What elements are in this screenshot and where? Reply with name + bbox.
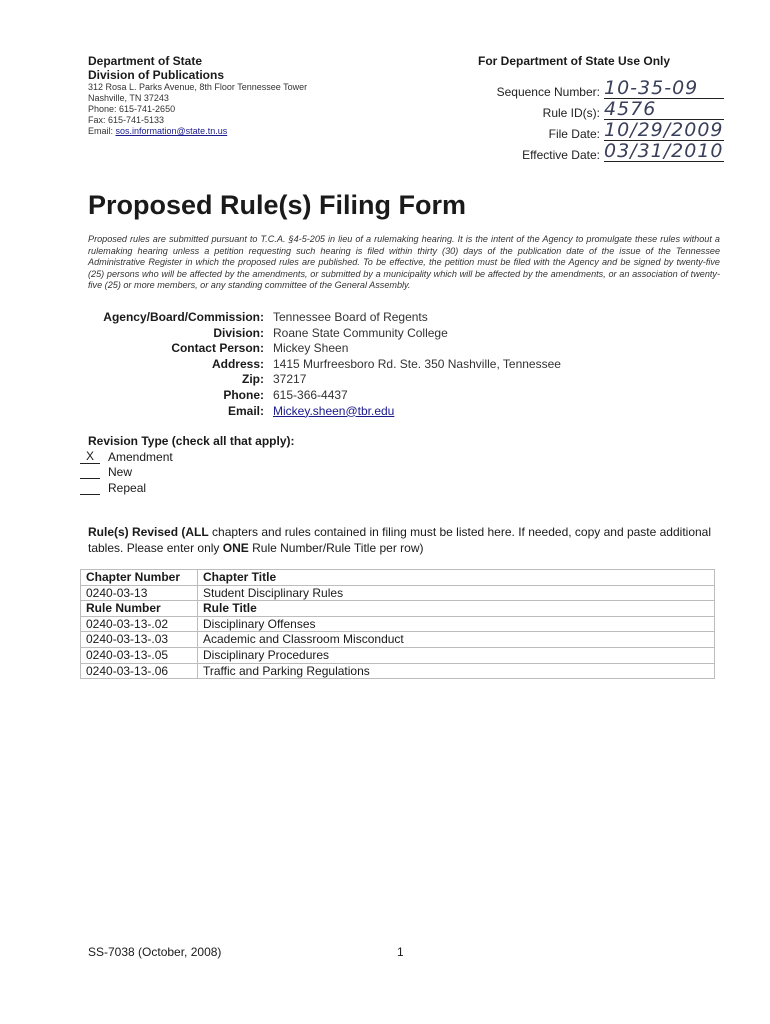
rules-text-1: chapters and rules contained in filing must be listed here. If needed, copy and paste additional tables. Please enter only	[88, 525, 712, 555]
agency-label: Agency/Board/Commission:	[103, 310, 264, 324]
agency-row	[88, 310, 728, 326]
repeal-check[interactable]	[80, 481, 100, 495]
agency-value[interactable]: Tennessee Board of Regents	[273, 310, 428, 324]
department-phone: Phone: 615-741-2650	[88, 104, 176, 114]
address-label: Address:	[211, 356, 264, 371]
email-link[interactable]: Mickey.sheen@tbr.edu	[273, 403, 395, 418]
effective-date-label: Effective Date:	[522, 148, 600, 162]
rule-title-cell[interactable]: Academic and Classroom Misconduct	[198, 632, 715, 648]
effective-date-row	[460, 141, 750, 162]
table-row	[81, 616, 715, 632]
sequence-number-row	[460, 78, 750, 99]
chapter-title-cell[interactable]: Student Disciplinary Rules	[198, 585, 715, 601]
page-title: Proposed Rule(s) Filing Form	[88, 190, 467, 220]
revision-option-amendment[interactable]	[85, 448, 295, 466]
revision-type	[85, 434, 295, 496]
rules-all: ALL	[185, 525, 209, 539]
email-row	[88, 404, 728, 420]
rule-title-header: Rule Title	[198, 601, 715, 617]
department-email-line	[88, 126, 307, 137]
sequence-number-label: Sequence Number:	[496, 85, 600, 99]
table-row	[81, 632, 715, 648]
division-row	[88, 326, 728, 342]
chapter-header-row	[81, 570, 715, 586]
email-label-agency: Email:	[227, 403, 264, 418]
page-number: 1	[397, 945, 404, 959]
chapter-number-header: Chapter Number	[81, 570, 198, 586]
rules-table	[80, 569, 715, 679]
new-check[interactable]	[80, 465, 100, 479]
rule-id-label: Rule ID(s):	[542, 106, 600, 120]
new-label: New	[108, 465, 133, 480]
division-label: Division:	[213, 325, 264, 340]
rule-number-header: Rule Number	[81, 601, 198, 617]
intro-paragraph: Proposed rules are submitted pursuant to T.C.A. §4-5-205 in lieu of a rulemaking hearing. It is the intent of the Agency to promulgate these rules without a rulemaking hearing unless a petition requesting such hearing is filed within thirty (30) days of the publication date of the issue of the Tennessee Administrative Register in which the proposed rules are published. To be effective, the petition must be filed with the Agency and be signed by twenty-five (25) persons who will be affected by the amendments, or submitted by a municipality which will be affected by the amendments, or an association of twenty-five (25) or more members, or any standing committee of the General Assembly.	[88, 234, 720, 291]
department-email-link[interactable]: sos.information@state.tn.us	[115, 126, 228, 136]
division-name: Division of Publications	[88, 68, 225, 82]
file-date-label: File Date:	[548, 127, 600, 141]
rule-number-cell[interactable]: 0240-03-13-.05	[81, 647, 198, 663]
revision-heading: Revision Type (check all that apply):	[88, 434, 295, 448]
zip-row	[88, 372, 728, 388]
chapter-number-cell[interactable]: 0240-03-13	[81, 585, 198, 601]
rules-text-2: Rule Number/Rule Title per row)	[248, 541, 424, 555]
chapter-title-header: Chapter Title	[198, 570, 715, 586]
contact-row	[88, 341, 728, 357]
rule-title-cell[interactable]: Disciplinary Offenses	[198, 616, 715, 632]
amendment-label: Amendment	[108, 449, 173, 464]
repeal-label: Repeal	[108, 480, 147, 495]
address-value[interactable]: 1415 Murfreesboro Rd. Ste. 350 Nashville, Tennessee	[273, 356, 561, 371]
file-date-row	[460, 120, 750, 141]
revision-option-new[interactable]	[88, 465, 295, 481]
table-row	[81, 647, 715, 663]
rule-header-row	[81, 601, 715, 617]
chapter-row	[81, 585, 715, 601]
agency-info	[88, 310, 728, 419]
email-label: Email:	[88, 126, 116, 136]
address-row	[88, 357, 728, 373]
division-value[interactable]: Roane State Community College	[273, 325, 448, 340]
rules-revised-instructions	[88, 524, 718, 556]
sequence-number-field[interactable]: 10-35-09	[604, 78, 724, 99]
department-address: 312 Rosa L. Parks Avenue, 8th Floor Tennessee Tower	[88, 82, 308, 92]
revision-option-repeal[interactable]	[88, 481, 295, 497]
rule-number-cell[interactable]: 0240-03-13-.06	[81, 663, 198, 679]
department-header	[88, 54, 307, 137]
rule-title-cell[interactable]: Traffic and Parking Regulations	[198, 663, 715, 679]
amendment-check[interactable]: X	[80, 450, 100, 464]
department-city: Nashville, TN 37243	[88, 93, 169, 103]
rule-number-cell[interactable]: 0240-03-13-.03	[81, 632, 198, 648]
zip-label: Zip:	[242, 372, 264, 387]
phone-row	[88, 388, 728, 404]
rule-title-cell[interactable]: Disciplinary Procedures	[198, 647, 715, 663]
department-fax: Fax: 615-741-5133	[88, 115, 165, 125]
rules-one: ONE	[222, 541, 249, 555]
zip-value[interactable]: 37217	[273, 372, 307, 387]
table-row	[81, 663, 715, 679]
rule-number-cell[interactable]: 0240-03-13-.02	[81, 616, 198, 632]
use-only-title: For Department of State Use Only	[478, 54, 671, 68]
contact-label: Contact Person:	[171, 341, 264, 356]
form-id: SS-7038 (October, 2008)	[88, 945, 222, 959]
rules-revised-lead: Rule(s) Revised (	[88, 525, 186, 539]
phone-value[interactable]: 615-366-4437	[273, 387, 348, 402]
contact-value[interactable]: Mickey Sheen	[273, 341, 349, 356]
use-only-fields	[460, 78, 750, 162]
effective-date-field[interactable]: 03/31/2010	[604, 140, 724, 162]
rule-id-row	[460, 99, 750, 120]
phone-label: Phone:	[223, 387, 264, 402]
file-date-field[interactable]: 10/29/2009	[604, 119, 724, 141]
department-name: Department of State	[88, 54, 203, 68]
rule-id-field[interactable]: 4576	[604, 99, 724, 120]
